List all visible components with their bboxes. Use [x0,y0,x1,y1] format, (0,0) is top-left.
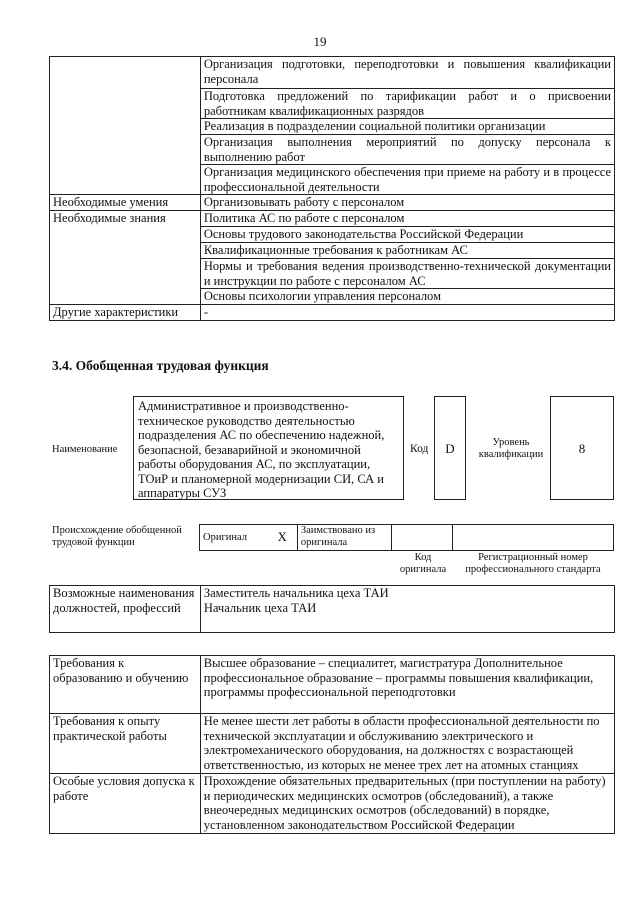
origin-table [199,524,614,551]
table-cell: Организовывать работу с персоналом [200,195,614,211]
req-label: Требования к опыту практической работы [50,714,201,774]
table-cell: Политика АС по работе с персоналом [200,211,614,227]
code-original-caption: Код оригинала [399,552,447,575]
req-value: Высшее образование – специалитет, магистратура Дополнительное профессиональное образование – программы повышения квалификации, программы профессиональной переподготовки [200,656,614,714]
table-cell: Основы психологии управления персоналом [200,289,614,305]
positions-values-cell [200,586,614,633]
position-item: Заместитель начальника цеха ТАИ [203,586,389,600]
req-value: Прохождение обязательных предварительных (при поступлении на работу) и периодических медицинских осмотров (обследований), а также внеочередных медицинских осмотров (обследований) в порядке, установленном законодательством Российской Федерации [200,774,614,834]
skills-knowledge-table [49,56,615,321]
section-heading: 3.4. Обобщенная трудовая функция [52,358,269,373]
position-item: Начальник цеха ТАИ [203,600,317,615]
table-cell: Реализация в подразделении социальной политики организации [200,119,614,135]
origin-label: Происхождение обобщенной трудовой функции [52,525,182,548]
table-cell: - [200,305,614,321]
borrowed-label: Заимствовано из оригинала [297,525,391,551]
code-value: D [434,396,466,500]
other-label: Другие характеристики [50,305,201,321]
table-cell: Организация медицинского обеспечения при приеме на работу и в процессе профессиональной деятельности [200,165,614,195]
original-label: Оригинал [200,525,268,551]
requirements-table [49,655,615,834]
original-mark: X [267,525,297,551]
req-value: Не менее шести лет работы в области профессиональной деятельности по технической эксплуатации и обслуживанию электрического и электромеханического оборудования, на должностях с возрастающей ответственностью, из которых не менее трех лет на атомных станциях [200,714,614,774]
page-number: 19 [313,34,327,49]
table-cell: Нормы и требования ведения производственно-технической документации и инструкции по работе с персоналом АС [200,259,614,289]
skills-label: Необходимые умения [50,195,201,211]
knowledge-label: Необходимые знания [50,211,201,305]
reg-number-cell [452,525,613,551]
req-label: Особые условия допуска к работе [50,774,201,834]
positions-label: Возможные наименования должностей, профессий [50,586,201,633]
code-label: Код [410,443,429,455]
table-cell-empty [50,57,201,195]
level-value: 8 [550,396,614,500]
name-label: Наименование [52,444,118,455]
table-cell: Организация подготовки, переподготовки и повышения квалификации персонала [200,57,614,89]
level-label: Уровень квалификации [478,437,544,460]
function-name-box: Административное и производственно-техническое руководство деятельностью подразделения АС по обеспечению надежной, безопасной, безаварийной и экономичной работы оборудования АС, по эксплуатации, ТОиР и планомерной модернизации СИ, СА и аппаратуры СУЗ [133,396,404,500]
req-label: Требования к образованию и обучению [50,656,201,714]
table-cell: Подготовка предложений по тарификации работ и о присвоении работникам квалификационных разрядов [200,89,614,119]
positions-table [49,585,615,633]
code-original-cell [391,525,452,551]
table-cell: Организация выполнения мероприятий по допуску персонала к выполнению работ [200,135,614,165]
table-cell: Основы трудового законодательства Российской Федерации [200,227,614,243]
reg-number-caption: Регистрационный номер профессионального стандарта [465,552,601,575]
table-cell: Квалификационные требования к работникам АС [200,243,614,259]
